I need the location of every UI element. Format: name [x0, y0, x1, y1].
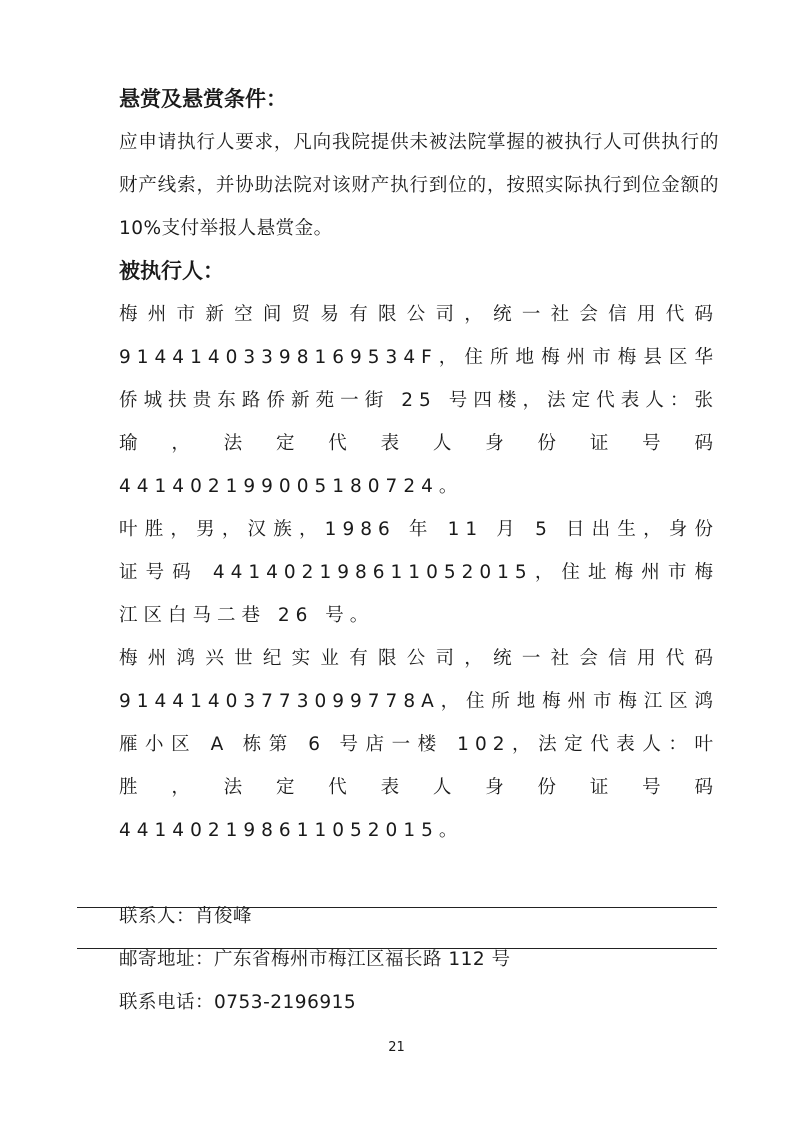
reward-heading: 悬赏及悬赏条件： [119, 87, 287, 111]
executed-person-3: 梅州鸿兴世纪实业有限公司，统一社会信用代码 91441403773099778A，住所地梅州市梅江区鸿雁小区 A 栋第 6 号店一楼 102，法定代表人：叶胜，法定代表人身份证号码 441402198611052015。 [119, 648, 719, 841]
contact-phone: 联系电话：0753-2196915 [119, 992, 357, 1013]
contact-address: 邮寄地址：广东省梅州市梅江区福长路 112 号 [119, 949, 511, 970]
contact-person: 联系人：肖俊峰 [119, 906, 253, 927]
divider-line-top [77, 907, 717, 908]
executed-heading: 被执行人： [119, 259, 224, 283]
reward-text: 应申请执行人要求，凡向我院提供未被法院掌握的被执行人可供执行的财产线索，并协助法院对该财产执行到位的，按照实际执行到位金额的 10%支付举报人悬赏金。 [119, 132, 719, 239]
executed-person-2: 叶胜，男，汉族，1986 年 11 月 5 日出生，身份证号码 441402198611052015，住址梅州市梅江区白马二巷 26 号。 [119, 519, 719, 626]
page-number: 21 [388, 1040, 405, 1055]
divider-line-bottom [77, 948, 717, 949]
document-body [119, 78, 719, 1024]
spacer [119, 852, 719, 895]
executed-person-1: 梅州市新空间贸易有限公司，统一社会信用代码 91441403398169534F，住所地梅州市梅县区华侨城扶贵东路侨新苑一街 25 号四楼，法定代表人：张瑜，法定代表人身份证号码 441402199005180724。 [119, 304, 719, 497]
